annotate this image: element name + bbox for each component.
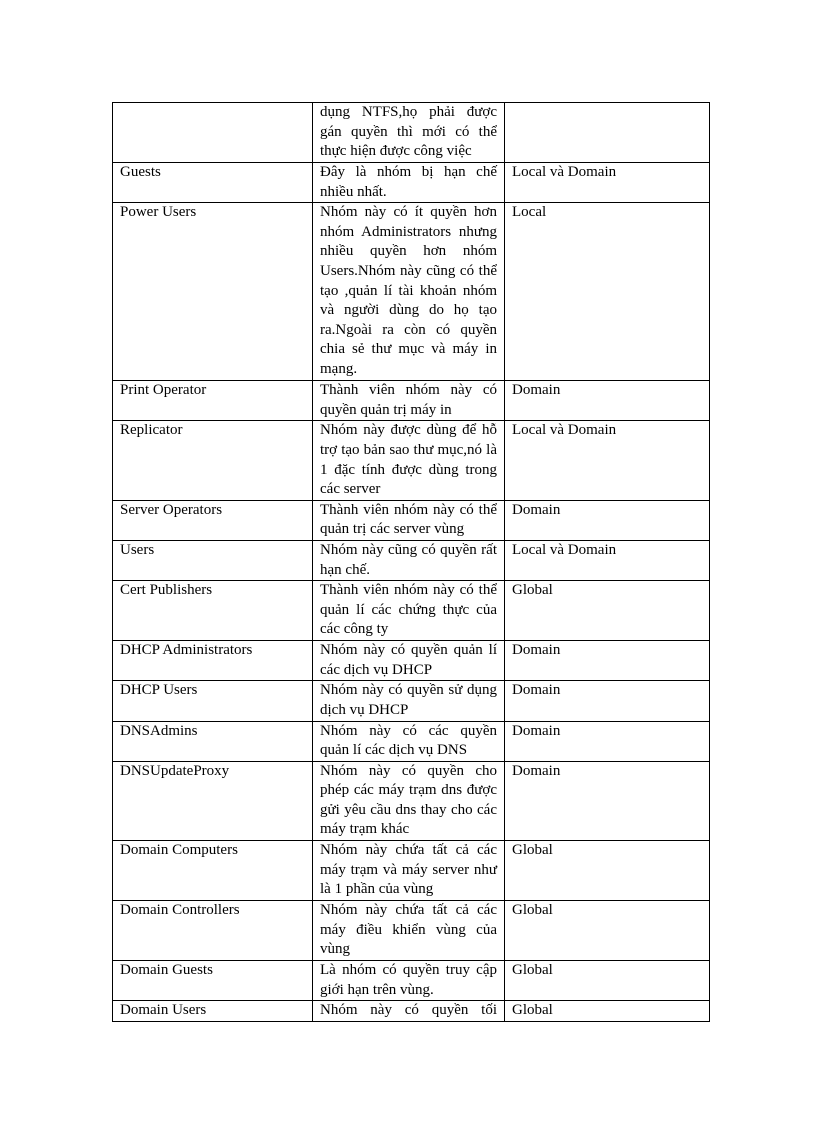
group-description-cell: Nhóm này chứa tất cả các máy điều khiển vùng của vùng — [313, 901, 505, 961]
group-scope-cell: Global — [505, 961, 710, 1001]
group-description-cell: Nhóm này có ít quyền hơn nhóm Administrators nhưng nhiều quyền hơn nhóm Users.Nhóm này cũng có thể tạo ,quản lí tài khoản nhóm và người dùng do họ tạo ra.Ngoài ra còn có quyền chia sẻ thư mục và máy in mạng. — [313, 203, 505, 381]
group-description-cell: Nhóm này chứa tất cả các máy trạm và máy server như là 1 phần của vùng — [313, 841, 505, 901]
group-description-cell: Nhóm này có quyền sử dụng dịch vụ DHCP — [313, 681, 505, 721]
table-row — [113, 961, 710, 1001]
group-scope-cell: Domain — [505, 681, 710, 721]
group-description-cell: Nhóm này có các quyền quản lí các dịch vụ DNS — [313, 721, 505, 761]
group-description-cell: Là nhóm có quyền truy cập giới hạn trên vùng. — [313, 961, 505, 1001]
group-description-cell: Thành viên nhóm này có quyền quản trị máy in — [313, 381, 505, 421]
group-name-cell: Domain Users — [113, 1001, 313, 1022]
group-scope-cell — [505, 103, 710, 163]
group-description-cell: Đây là nhóm bị hạn chế nhiều nhất. — [313, 163, 505, 203]
table-row — [113, 163, 710, 203]
group-name-cell: Power Users — [113, 203, 313, 381]
group-scope-cell: Global — [505, 841, 710, 901]
group-scope-cell: Global — [505, 901, 710, 961]
group-description-cell: Nhóm này được dùng để hỗ trợ tạo bản sao thư mục,nó là 1 đặc tính được dùng trong các server — [313, 421, 505, 500]
table-row — [113, 681, 710, 721]
table-row — [113, 901, 710, 961]
group-description-cell: Thành viên nhóm này có thể quản trị các server vùng — [313, 500, 505, 540]
group-name-cell: DNSUpdateProxy — [113, 761, 313, 840]
group-scope-cell: Global — [505, 1001, 710, 1022]
group-scope-cell: Local — [505, 203, 710, 381]
group-scope-cell: Local và Domain — [505, 163, 710, 203]
table-row — [113, 721, 710, 761]
group-scope-cell: Domain — [505, 381, 710, 421]
table-row — [113, 841, 710, 901]
group-name-cell: Guests — [113, 163, 313, 203]
table-row — [113, 203, 710, 381]
group-scope-cell: Local và Domain — [505, 540, 710, 580]
group-description-cell: Nhóm này có quyền tối — [313, 1001, 505, 1022]
group-table — [112, 102, 710, 1022]
group-name-cell: Domain Controllers — [113, 901, 313, 961]
group-name-cell: DHCP Administrators — [113, 641, 313, 681]
group-scope-cell: Domain — [505, 761, 710, 840]
group-name-cell: DNSAdmins — [113, 721, 313, 761]
group-description-cell: Nhóm này cũng có quyền rất hạn chế. — [313, 540, 505, 580]
group-description-cell: Nhóm này có quyền cho phép các máy trạm dns được gửi yêu cầu dns thay cho các máy trạm khác — [313, 761, 505, 840]
group-description-cell: Thành viên nhóm này có thể quản lí các chứng thực của các công ty — [313, 581, 505, 641]
group-name-cell — [113, 103, 313, 163]
group-name-cell: Cert Publishers — [113, 581, 313, 641]
table-row — [113, 103, 710, 163]
table-row — [113, 421, 710, 500]
table-row — [113, 641, 710, 681]
table-row — [113, 581, 710, 641]
group-name-cell: Replicator — [113, 421, 313, 500]
group-scope-cell: Domain — [505, 721, 710, 761]
group-name-cell: Server Operators — [113, 500, 313, 540]
group-description-cell: Nhóm này có quyền quản lí các dịch vụ DHCP — [313, 641, 505, 681]
group-name-cell: Users — [113, 540, 313, 580]
group-scope-cell: Global — [505, 581, 710, 641]
group-name-cell: Print Operator — [113, 381, 313, 421]
table-row — [113, 1001, 710, 1022]
table-row — [113, 500, 710, 540]
group-scope-cell: Local và Domain — [505, 421, 710, 500]
table-row — [113, 761, 710, 840]
table-row — [113, 381, 710, 421]
group-name-cell: Domain Guests — [113, 961, 313, 1001]
group-name-cell: Domain Computers — [113, 841, 313, 901]
group-scope-cell: Domain — [505, 500, 710, 540]
group-scope-cell: Domain — [505, 641, 710, 681]
table-row — [113, 540, 710, 580]
group-name-cell: DHCP Users — [113, 681, 313, 721]
group-description-cell: dụng NTFS,họ phải được gán quyền thì mới có thể thực hiện được công việc — [313, 103, 505, 163]
